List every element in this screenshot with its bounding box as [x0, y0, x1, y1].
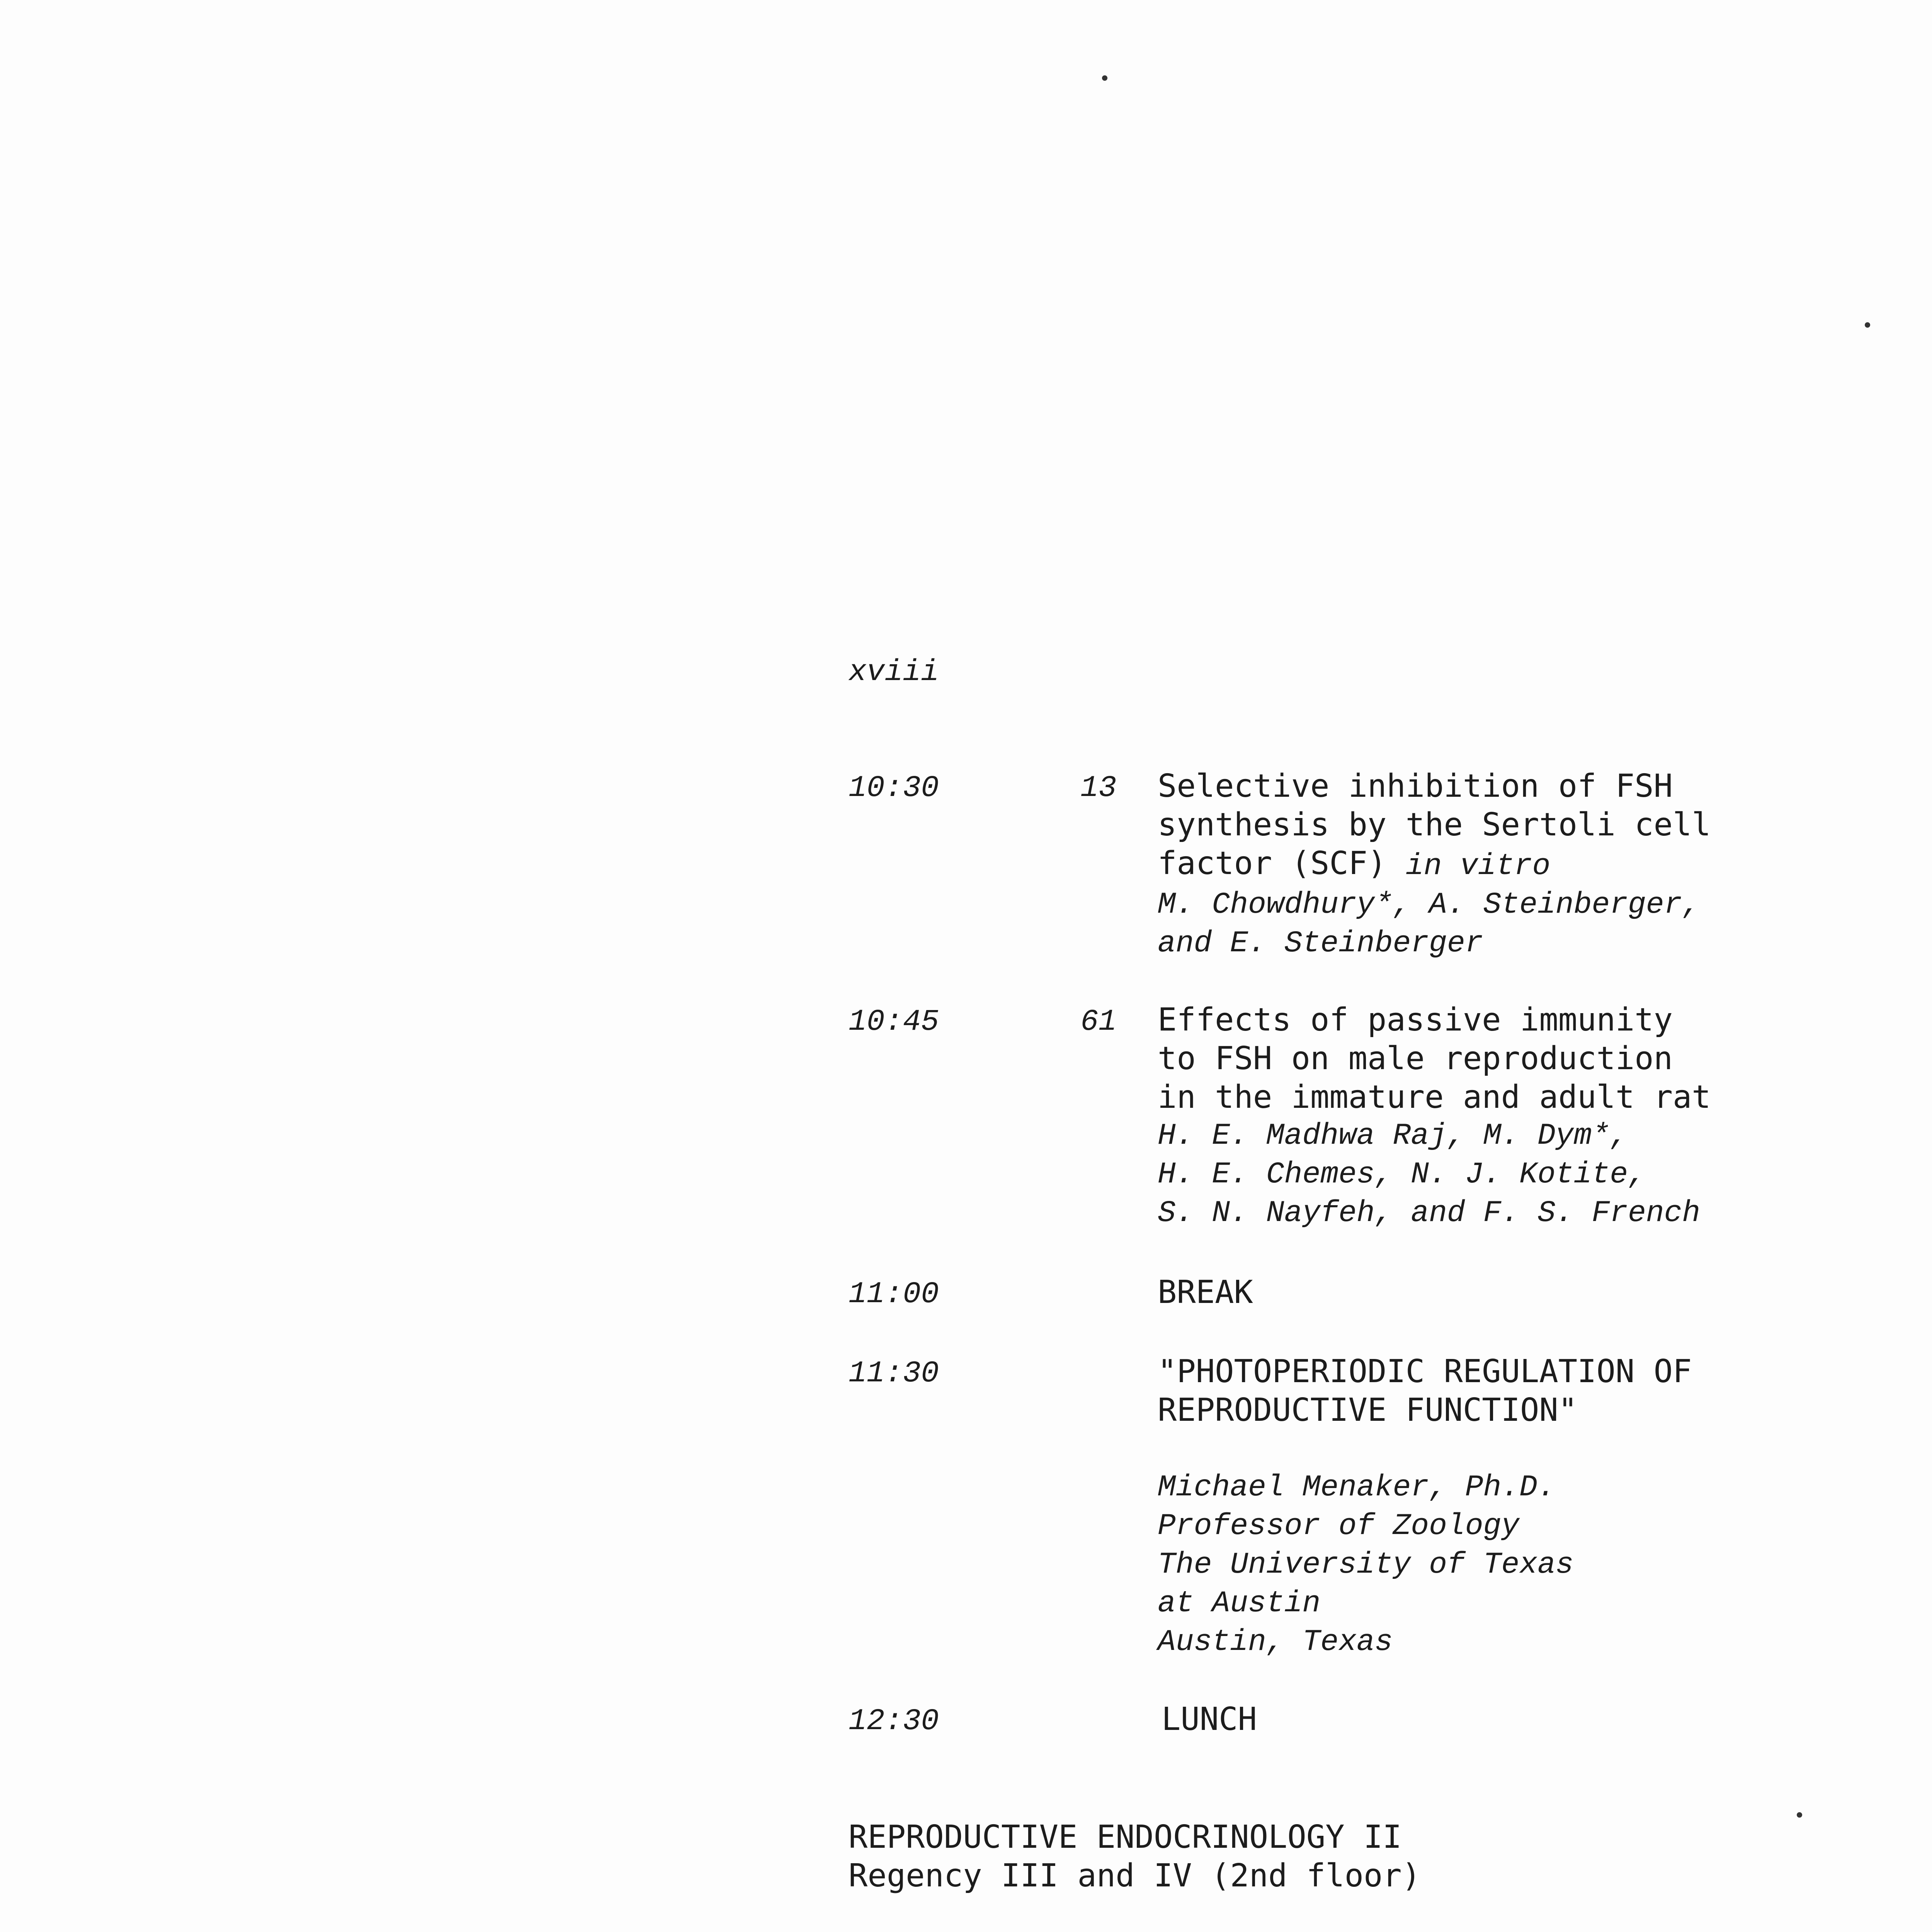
- section-heading: REPRODUCTIVE ENDOCRINOLOGY II: [849, 1819, 1402, 1855]
- session-authors-line: M. Chowdhury*, A. Steinberger,: [1158, 888, 1701, 922]
- session-entry: [1158, 767, 1711, 963]
- speaker-line: Austin, Texas: [1158, 1625, 1393, 1659]
- section-header: [849, 1818, 1421, 1895]
- lunch-time: 12:30: [849, 1704, 939, 1738]
- lecture-title-line: REPRODUCTIVE FUNCTION": [1158, 1392, 1578, 1429]
- lecture-title-line: "PHOTOPERIODIC REGULATION OF: [1158, 1353, 1692, 1390]
- title-italic: in vitro: [1405, 849, 1551, 883]
- session-authors-line: and E. Steinberger: [1158, 927, 1483, 961]
- lecture-entry: [1158, 1352, 1692, 1430]
- lecture-time: 11:30: [849, 1357, 939, 1391]
- abstract-number: 13: [1080, 771, 1117, 805]
- page-number: xviii: [849, 655, 939, 689]
- scan-speck: [1865, 322, 1870, 328]
- session-time: 10:30: [849, 771, 939, 805]
- lecture-speaker: [1158, 1468, 1574, 1662]
- title-text: factor (SCF): [1158, 845, 1387, 882]
- session-authors-line: H. E. Chemes, N. J. Kotite,: [1158, 1158, 1646, 1192]
- speaker-line: Michael Menaker, Ph.D.: [1158, 1471, 1556, 1505]
- session-title-line: synthesis by the Sertoli cell: [1158, 806, 1711, 843]
- session-title-line: to FSH on male reproduction: [1158, 1040, 1673, 1077]
- session-title-line: Effects of passive immunity: [1158, 1002, 1673, 1038]
- break-time: 11:00: [849, 1277, 939, 1311]
- session-title-line: Selective inhibition of FSH: [1158, 768, 1673, 804]
- speaker-line: at Austin: [1158, 1587, 1321, 1621]
- speaker-line: Professor of Zoology: [1158, 1509, 1520, 1543]
- session-authors-line: S. N. Nayfeh, and F. S. French: [1158, 1196, 1701, 1230]
- scan-speck: [1102, 75, 1107, 81]
- break-label: BREAK: [1158, 1274, 1253, 1311]
- scan-speck: [1797, 1812, 1802, 1818]
- session-entry: [1158, 1001, 1711, 1233]
- session-title-line: in the immature and adult rat: [1158, 1079, 1711, 1116]
- abstract-number: 61: [1080, 1005, 1117, 1039]
- session-authors-line: H. E. Madhwa Raj, M. Dym*,: [1158, 1119, 1628, 1153]
- lunch-label: LUNCH: [1162, 1701, 1257, 1738]
- section-room: Regency III and IV (2nd floor): [849, 1857, 1421, 1894]
- session-title-line: [1158, 844, 1711, 886]
- speaker-line: The University of Texas: [1158, 1548, 1574, 1582]
- session-time: 10:45: [849, 1005, 939, 1039]
